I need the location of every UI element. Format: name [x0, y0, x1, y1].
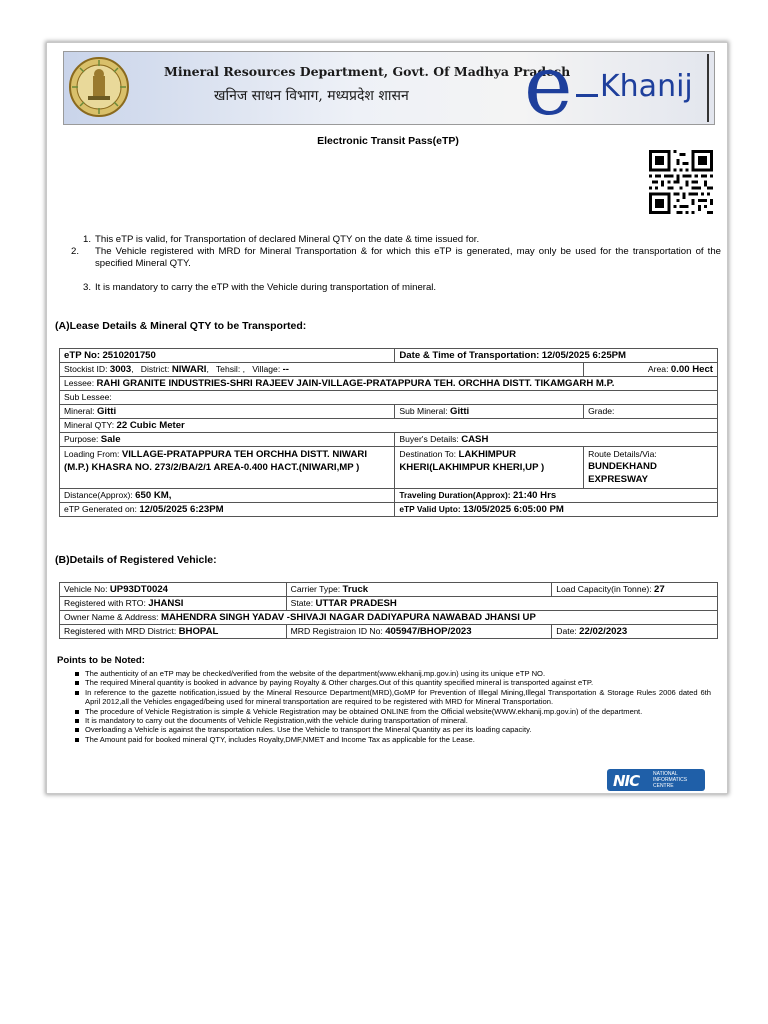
vehicle-no-cell: Vehicle No: UP93DT0024 [60, 583, 287, 597]
table-row [60, 405, 718, 419]
carrier-type-cell: Carrier Type: Truck [286, 583, 552, 597]
valid-upto-cell: eTP Valid Upto: 13/05/2025 6:05:00 PM [395, 503, 718, 517]
buyer-cell: Buyer's Details: CASH [395, 433, 718, 447]
duration-cell: Traveling Duration(Approx): 21:40 Hrs [395, 489, 718, 503]
grade-cell: Grade: [584, 405, 718, 419]
list-item: The procedure of Vehicle Registration is simple & Vehicle Registration may be obtained ONLINE from the Official website(WWW.ekhanij.mp.gov.in) of the department. [75, 707, 711, 716]
list-item: The required Mineral quantity is booked in advance by paying Royalty & Other charges.Out of this quantity specified mineral is transported against eTP. [75, 678, 711, 687]
qr-code [647, 150, 715, 214]
table-row [60, 489, 718, 503]
nic-name: NATIONAL INFORMATICS CENTRE [653, 771, 688, 789]
lease-details-table [59, 348, 718, 517]
list-item: Overloading a Vehicle is against the transportation rules. Use the Vehicle to transport the Mineral Quantity as per its loading capacity. [75, 725, 711, 734]
etp-document [46, 42, 728, 794]
table-row [60, 503, 718, 517]
section-b-heading: (B)Details of Registered Vehicle: [55, 554, 217, 566]
table-row [60, 419, 718, 433]
lessee-cell: Lessee: RAHI GRANITE INDUSTRIES-SHRI RAJEEV JAIN-VILLAGE-PRATAPPURA TEH. ORCHHA DISTT. TIKAMGARH M.P. [60, 377, 718, 391]
list-item: 1. This eTP is valid, for Transportation of declared Mineral QTY on the date & time issued for. [83, 234, 480, 245]
points-heading: Points to be Noted: [57, 655, 145, 666]
etp-no-cell: eTP No: 2510201750 [60, 349, 395, 363]
table-row [60, 349, 718, 363]
registration-date-cell: Date: 22/02/2023 [552, 625, 718, 639]
document-title: Electronic Transit Pass(eTP) [317, 135, 459, 147]
department-name-hindi: खनिज साधन विभाग, मध्यप्रदेश शासन [214, 88, 409, 104]
loading-cell: Loading From: VILLAGE-PRATAPPURA TEH ORCHHA DISTT. NIWARI (M.P.) KHASRA NO. 273/2/BA/2/1 AREA-0.400 HACT.(NIWARI,MP ) [60, 447, 395, 489]
table-row [60, 433, 718, 447]
distance-cell: Distance(Approx): 650 KM, [60, 489, 395, 503]
mrd-id-cell: MRD Registraion ID No: 405947/BHOP/2023 [286, 625, 552, 639]
logo-letter: e [524, 48, 573, 126]
transport-datetime-cell: Date & Time of Transportation: 12/05/2025 6:25PM [395, 349, 718, 363]
purpose-cell: Purpose: Sale [60, 433, 395, 447]
route-cell: Route Details/Via: BUNDEKHAND EXPRESWAY [584, 447, 718, 489]
vehicle-details-table [59, 582, 718, 639]
nic-mark: NIC [613, 772, 640, 790]
list-item: The Amount paid for booked mineral QTY, includes Royalty,DMF,NMET and Income Tax as applicable for the Lease. [75, 735, 711, 744]
list-item: In reference to the gazette notification,issued by the Mineral Resource Department(MRD),GoMP for Prevention of Illegal Mining,Illegal Transportation & Storage Rules 2006 dated 6th April 2012,all the Vehicles engaged/being used for mineral transportation are required to be registered with MRD for Mineral Transportation. [75, 688, 711, 707]
destination-cell: Destination To: LAKHIMPUR KHERI(LAKHIMPUR KHERI,UP ) [395, 447, 584, 489]
stockist-cell: Stockist ID: 3003, District: NIWARI, Tehsil: , Village: -- [60, 363, 584, 377]
list-item: The authenticity of an eTP may be checked/verified from the website of the department(www.ekhanij.mp.gov.in) using its unique eTP NO. [75, 669, 711, 678]
sub-mineral-cell: Sub Mineral: Gitti [395, 405, 584, 419]
rto-cell: Registered with RTO: JHANSI [60, 597, 287, 611]
generated-cell: eTP Generated on: 12/05/2025 6:23PM [60, 503, 395, 517]
mineral-cell: Mineral: Gitti [60, 405, 395, 419]
table-row [60, 391, 718, 405]
mineral-qty-cell: Mineral QTY: 22 Cubic Meter [60, 419, 718, 433]
ekhanij-logo [524, 48, 714, 126]
table-row [60, 363, 718, 377]
logo-text: Khanij [600, 69, 693, 104]
validity-notes [71, 234, 721, 294]
table-row [60, 583, 718, 597]
section-a-heading: (A)Lease Details & Mineral QTY to be Transported: [55, 320, 307, 332]
department-name-english: Mineral Resources Department, Govt. Of Madhya Pradesh [164, 64, 571, 79]
header-banner [63, 48, 715, 126]
mrd-district-cell: Registered with MRD District: BHOPAL [60, 625, 287, 639]
owner-cell: Owner Name & Address: MAHENDRA SINGH YADAV -SHIVAJI NAGAR DADIYAPURA NAWABAD JHANSI UP [60, 611, 718, 625]
table-row [60, 447, 718, 489]
points-list [75, 669, 711, 744]
area-cell: Area: 0.00 Hect [584, 363, 718, 377]
table-row [60, 611, 718, 625]
table-row [60, 625, 718, 639]
state-cell: State: UTTAR PRADESH [286, 597, 717, 611]
sub-lessee-cell: Sub Lessee: [60, 391, 718, 405]
list-item: It is mandatory to carry out the documents of Vehicle Registration,with the vehicle during transportation of mineral. [75, 716, 711, 725]
table-row [60, 597, 718, 611]
table-row [60, 377, 718, 391]
list-item: 2. The Vehicle registered with MRD for Mineral Transportation & for which this eTP is generated, may only be used for the transportation of the specified Mineral QTY. [71, 246, 721, 269]
list-item: 3. It is mandatory to carry the eTP with the Vehicle during transportation of mineral. [83, 282, 437, 293]
nic-logo [607, 769, 705, 791]
mp-govt-seal-icon [68, 56, 130, 118]
load-capacity-cell: Load Capacity(in Tonne): 27 [552, 583, 718, 597]
